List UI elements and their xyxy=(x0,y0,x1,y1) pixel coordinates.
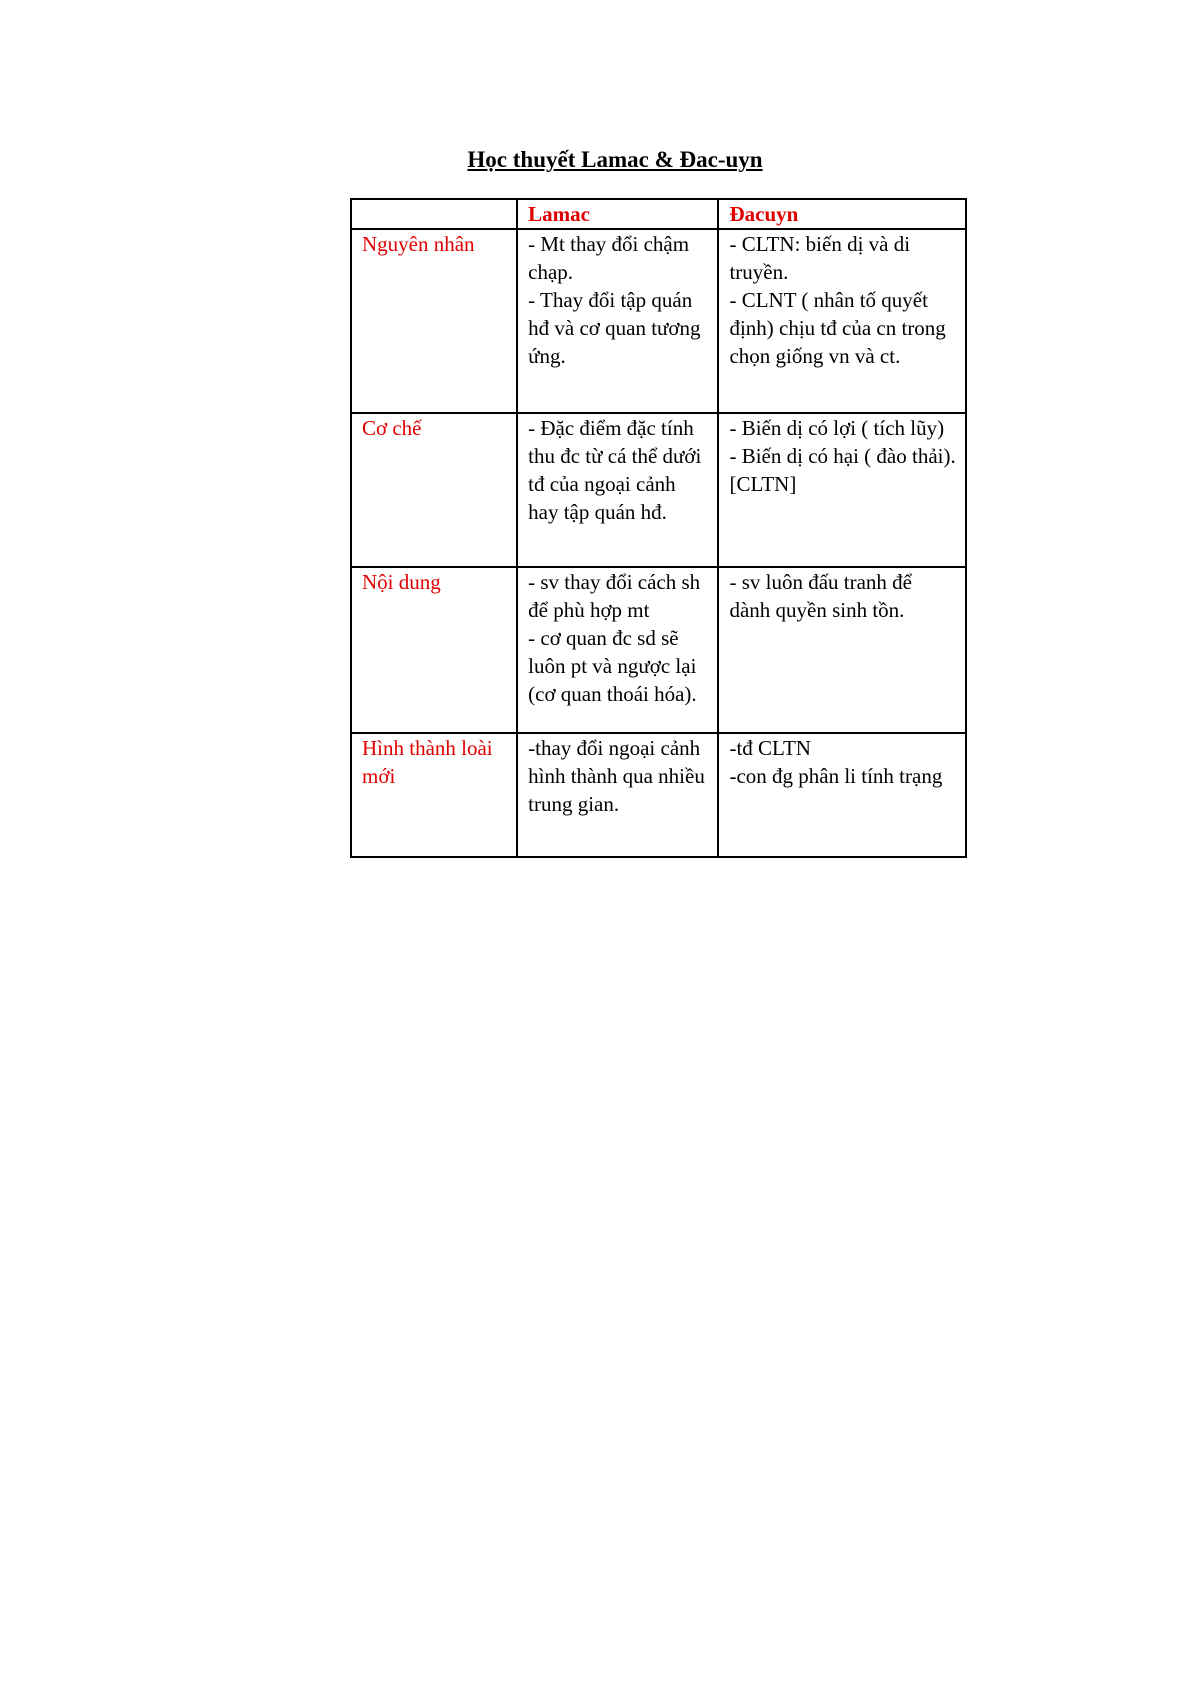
comparison-table xyxy=(350,198,967,858)
dacuyn-cell xyxy=(718,567,966,733)
cell-line: - Mt thay đổi chậm chạp. xyxy=(528,232,690,284)
cell-line: - Biến dị có lợi ( tích lũy) xyxy=(729,416,945,440)
row-label: Hình thành loài mới xyxy=(351,733,517,857)
cell-line: [CLTN] xyxy=(729,472,797,496)
lamac-cell xyxy=(517,229,718,413)
row-label: Nguyên nhân xyxy=(351,229,517,413)
dacuyn-cell xyxy=(718,229,966,413)
lamac-cell xyxy=(517,413,718,567)
cell-line: - Biến dị có hại ( đào thải). xyxy=(729,444,956,468)
table-row xyxy=(351,229,966,413)
table-header-row xyxy=(351,199,966,229)
cell-line: -thay đổi ngoại cảnh hình thành qua nhiều trung gian. xyxy=(528,736,705,816)
cell-line: - Đặc điểm đặc tính thu đc từ cá thể dưới tđ của ngoại cảnh hay tập quán hđ. xyxy=(528,416,702,524)
header-cell-dacuyn: Đacuyn xyxy=(718,199,966,229)
header-cell-lamac: Lamac xyxy=(517,199,718,229)
cell-line: - sv thay đổi cách sh để phù hợp mt xyxy=(528,570,701,622)
cell-line: - cơ quan đc sd sẽ luôn pt và ngược lại (cơ quan thoái hóa). xyxy=(528,626,697,706)
header-cell-empty xyxy=(351,199,517,229)
cell-line: - CLNT ( nhân tố quyết định) chịu tđ của cn trong chọn giống vn và ct. xyxy=(729,288,946,368)
lamac-cell xyxy=(517,733,718,857)
page-title: Học thuyết Lamac & Đac-uyn xyxy=(467,147,763,172)
row-label: Nội dung xyxy=(351,567,517,733)
table-row xyxy=(351,413,966,567)
dacuyn-cell xyxy=(718,733,966,857)
lamac-cell xyxy=(517,567,718,733)
cell-line: - sv luôn đấu tranh để dành quyền sinh tồn. xyxy=(729,570,912,622)
dacuyn-cell xyxy=(718,413,966,567)
cell-line: - Thay đổi tập quán hđ và cơ quan tương ứng. xyxy=(528,288,701,368)
cell-line: - CLTN: biến dị và di truyền. xyxy=(729,232,911,284)
row-label: Cơ chế xyxy=(351,413,517,567)
table-row xyxy=(351,567,966,733)
cell-line: -con đg phân li tính trạng xyxy=(729,764,943,788)
cell-line: -tđ CLTN xyxy=(729,736,811,760)
table-row xyxy=(351,733,966,857)
